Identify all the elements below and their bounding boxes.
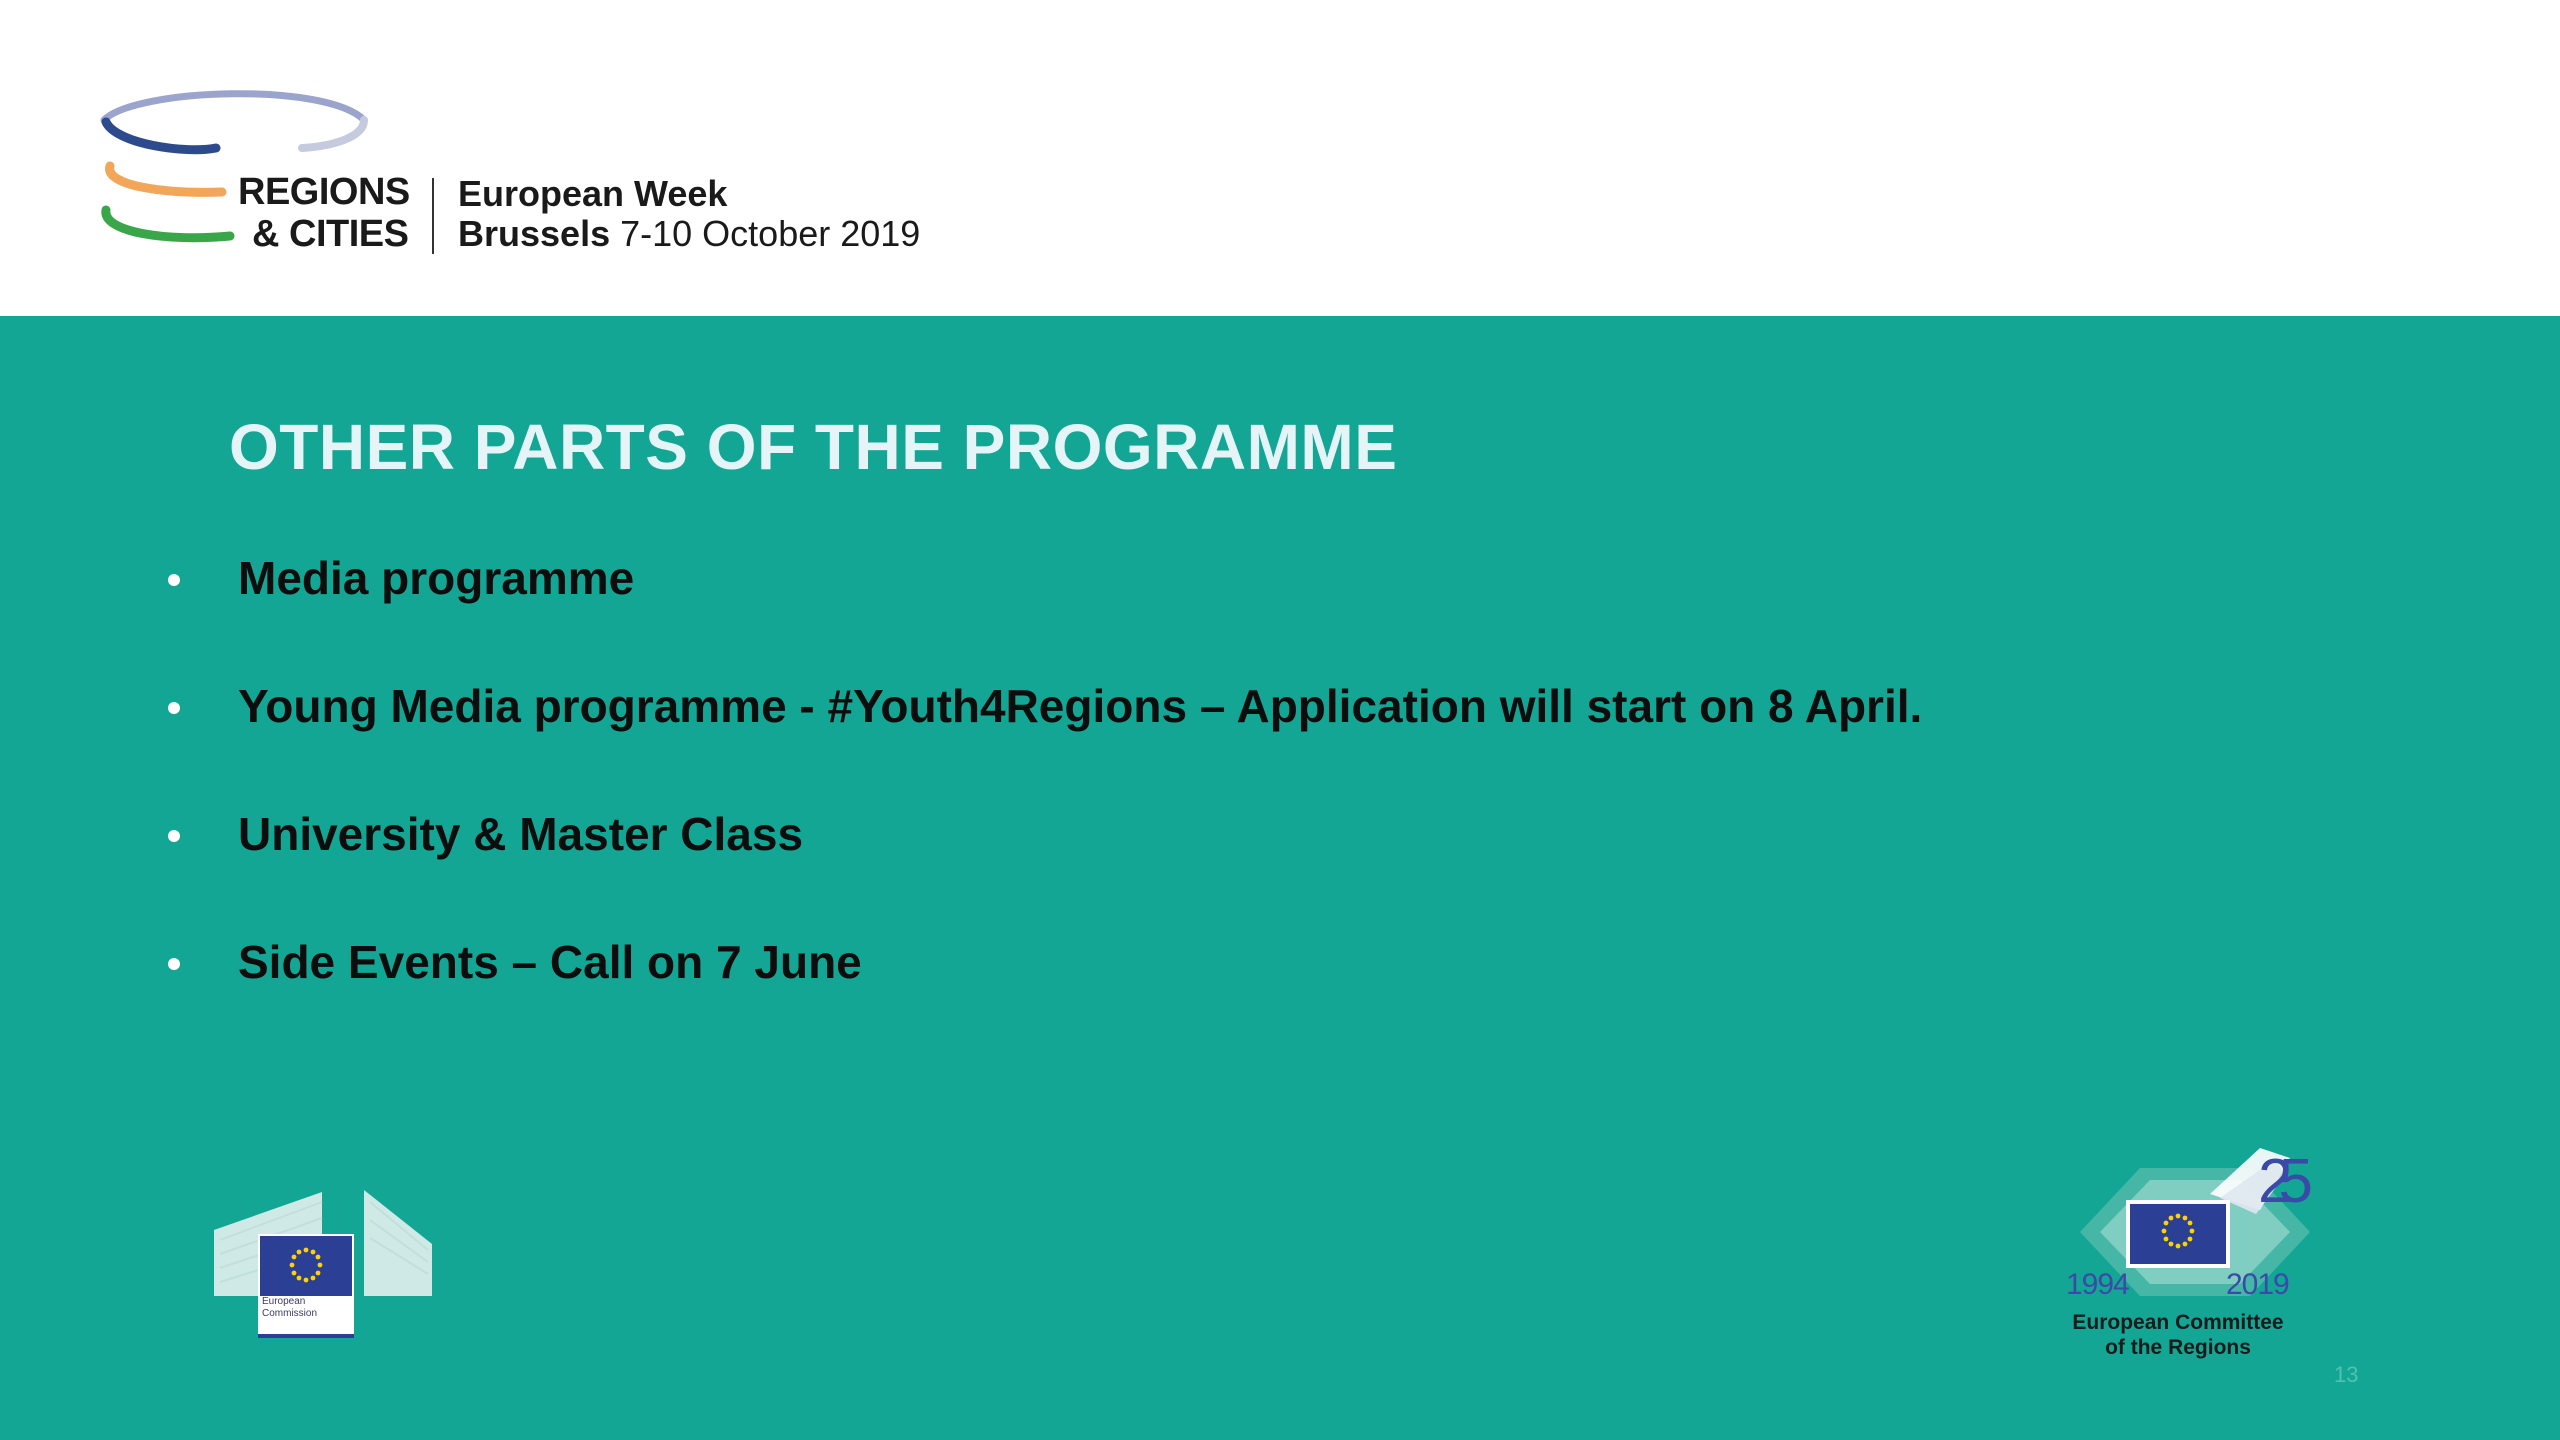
regions-cities-logo xyxy=(96,84,946,264)
anniversary-start-year: 1994 xyxy=(2066,1268,2129,1301)
slide-page-number: 13 xyxy=(2334,1362,2359,1387)
anniversary-number: 25 xyxy=(2258,1147,2299,1216)
bullet-text: Media programme xyxy=(238,552,635,604)
logo-divider xyxy=(432,178,434,254)
european-commission-logo xyxy=(212,1188,436,1342)
event-city: Brussels xyxy=(458,213,611,254)
bullet-text: Young Media programme - #Youth4Regions – Application will start on 8 April. xyxy=(238,680,1923,732)
bullet-icon xyxy=(168,958,180,970)
logo-word-regions: REGIONS xyxy=(238,171,410,213)
slide-header xyxy=(0,0,2560,316)
anniversary-end-year: 2019 xyxy=(2226,1268,2289,1301)
committee-of-regions-logo xyxy=(2060,1140,2330,1360)
bullet-text: Side Events – Call on 7 June xyxy=(238,936,862,988)
logo-word-cities: & CITIES xyxy=(252,213,409,255)
event-name: European Week xyxy=(458,173,728,214)
committee-name xyxy=(2060,1310,2296,1360)
event-dates: 7-10 October 2019 xyxy=(620,213,921,254)
ec-label-line1: European xyxy=(262,1296,306,1307)
bullet-icon xyxy=(168,574,180,586)
bullet-icon xyxy=(168,830,180,842)
committee-name-line2: of the Regions xyxy=(2105,1336,2251,1359)
committee-name-line1: European Committee xyxy=(2072,1311,2284,1334)
bullet-text: University & Master Class xyxy=(238,808,804,860)
bullet-icon xyxy=(168,702,180,714)
ec-label-line2: Commission xyxy=(262,1308,318,1319)
event-location-dates xyxy=(458,212,920,256)
european-commission-label xyxy=(262,1296,362,1320)
slide-title: OTHER PARTS OF THE PROGRAMME xyxy=(229,411,1398,483)
